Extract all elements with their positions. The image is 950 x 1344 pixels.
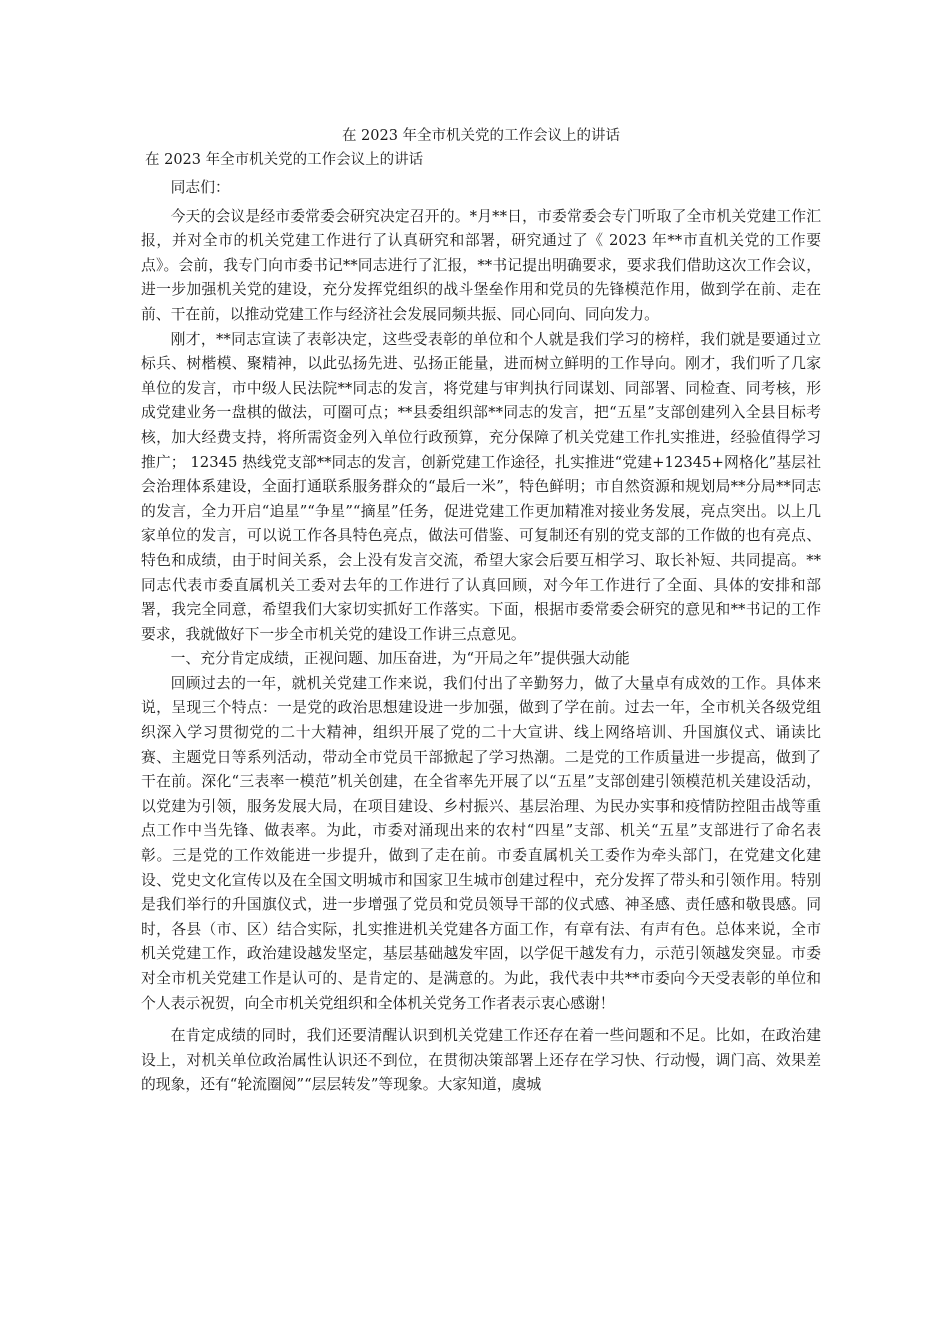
paragraph-3: 回顾过去的一年，就机关党建工作来说，我们付出了辛勤努力，做了大量卓有成效的工作。具体来说，呈现三个特点：一是党的政治思想建设进一步加强，做到了学在前。过去一年，全市机关各级党组织深入学习贯彻党的二十大精神，组织开展了党的二十大宣讲、线上网络培训、升国旗仪式、诵读比赛、主题党日等系列活动，带动全市党员干部掀起了学习热潮。二是党的工作质量进一步提高，做到了干在前。深化“三表率一模范”机关创建，在全省率先开展了以“五星”支部创建引领模范机关建设活动，以党建为引领，服务发展大局，在项目建设、乡村振兴、基层治理、为民办实事和疫情防控阻击战等重点工作中当先锋、做表率。为此，市委对涌现出来的农村“四星”支部、机关“五星”支部进行了命名表彰。三是党的工作效能进一步提升，做到了走在前。市委直属机关工委作为牵头部门，在党建文化建设、党史文化宣传以及在全国文明城市和国家卫生城市创建过程中，充分发挥了带头和引领作用。特别是我们举行的升国旗仪式，进一步增强了党员和党员领导干部的仪式感、神圣感、责任感和敬畏感。同时，各县（市、区）结合实际，扎实推进机关党建各方面工作，有章有法、有声有色。总体来说，全市机关党建工作，政治建设越发坚定，基层基础越发牢固，以学促干越发有力，示范引领越发突显。市委对全市机关党建工作是认可的、是肯定的、是满意的。为此，我代表中共**市委向今天受表彰的单位和个人表示祝贺，向全市机关党组织和全体机关党务工作者表示衷心感谢！ (141, 674, 821, 1012)
document-title: 在 2023 年全市机关党的工作会议上的讲话 (341, 128, 621, 144)
greeting: 同志们： (170, 179, 230, 196)
paragraph-1: 今天的会议是经市委常委会研究决定召开的。*月**日，市委常委会专门听取了全市机关党建工作汇报，并对全市的机关党建工作进行了认真研究和部署，研究通过了《 2023 年**市直机关党的工作要点》。会前，我专门向市委书记**同志进行了汇报，**书记提出明确要求，要求我们借助这次工作会议，进一步加强机关党的建设，充分发挥党组织的战斗堡垒作用和党员的先锋模范作用，做到学在前、走在前、干在前，以推动党建工作与经济社会发展同频共振、同心同向、同向发力。 (141, 207, 821, 323)
document-page (141, 126, 821, 1098)
document-subtitle: 在 2023 年全市机关党的工作会议上的讲话 (145, 152, 424, 168)
section-heading-1: 一、充分肯定成绩，正视问题、加压奋进，为“开局之年”提供强大动能 (170, 650, 630, 668)
paragraph-4: 在肯定成绩的同时，我们还要清醒认识到机关党建工作还存在着一些问题和不足。比如，在政治建设上，对机关单位政治属性认识还不到位，在贯彻决策部署上还存在学习快、行动慢，调门高、效果差的现象，还有“轮流圈阅”“层层转发”等现象。大家知道，虞城 (141, 1027, 821, 1094)
paragraph-2: 刚才，**同志宣读了表彰决定，这些受表彰的单位和个人就是我们学习的榜样，我们就是要通过立标兵、树楷模、聚精神，以此弘扬先进、弘扬正能量，进而树立鲜明的工作导向。刚才，我们听了几家单位的发言，市中级人民法院**同志的发言，将党建与审判执行同谋划、同部署、同检查、同考核，形成党建业务一盘棋的做法，可圈可点；**县委组织部**同志的发言，把“五星”支部创建列入全县目标考核，加大经费支持，将所需资金列入单位行政预算，充分保障了机关党建工作扎实推进，经验值得学习推广； 12345 热线党支部**同志的发言，创新党建工作途径，扎实推进“党建+12345+网格化”基层社会治理体系建设，全面打通联系服务群众的“最后一米”，特色鲜明；市自然资源和规划局**分局**同志的发言，全力开启“追星”“争星”“摘星”任务，促进党建工作更加精准对接业务发展，亮点突出。以上几家单位的发言，可以说工作各具特色亮点，做法可借鉴、可复制还有别的党支部的工作做的也有亮点、特色和成绩，由于时间关系，会上没有发言交流，希望大家会后要互相学习、取长补短、共同提高。**同志代表市委直属机关工委对去年的工作进行了认真回顾，对今年工作进行了全面、具体的安排和部署，我完全同意，希望我们大家切实抓好工作落实。下面，根据市委常委会研究的意见和**书记的工作要求，我就做好下一步全市机关党的建设工作讲三点意见。 (141, 330, 821, 643)
